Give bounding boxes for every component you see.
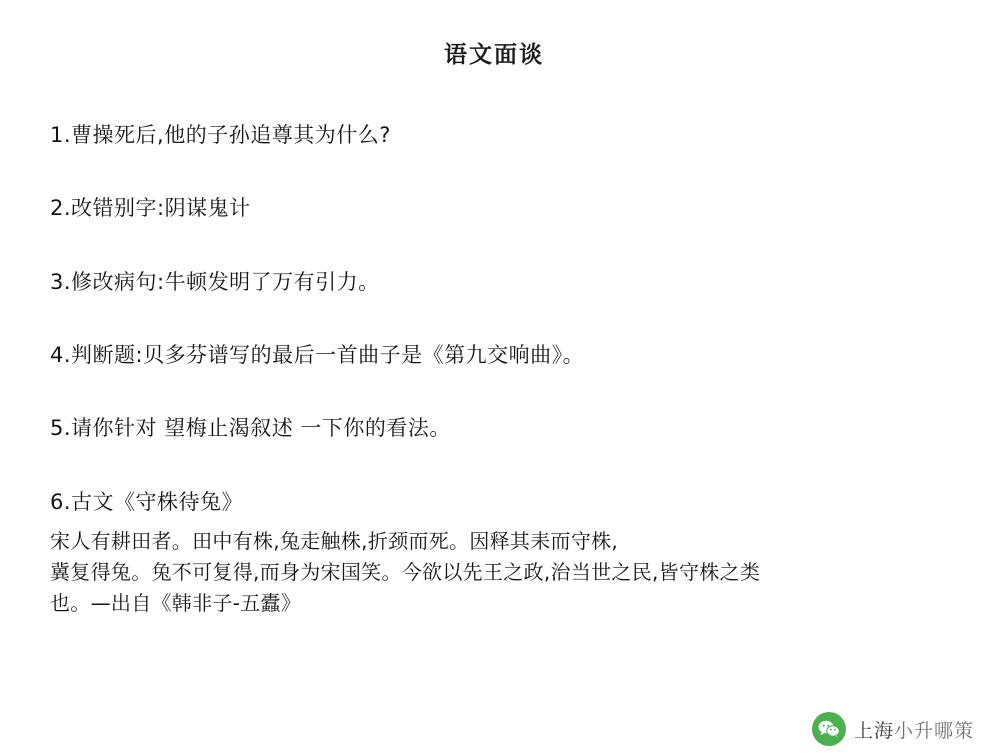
list-item: [50, 268, 948, 296]
question-text: 3.修改病句:牛顿发明了万有引力。: [50, 269, 380, 294]
wechat-logo-icon: [812, 712, 846, 746]
list-item: [50, 414, 948, 442]
watermark-text-visible: 上海: [853, 719, 894, 742]
question-text: 1.曹操死后,他的子孙追尊其为什么?: [50, 123, 391, 147]
question-text: 2.改错别字:阴谋鬼计: [50, 196, 251, 221]
question-text: 5.请你针对 望梅止渴叙述 一下你的看法。: [50, 416, 451, 441]
question-text: 6.古文《守株待兔》: [50, 489, 244, 514]
watermark: [812, 712, 974, 746]
passage-line: 宋人有耕田者。田中有株,兔走触株,折颈而死。因释其耒而守株,: [50, 529, 619, 554]
passage-line: 也。—出自《韩非子-五蠹》: [50, 591, 302, 616]
list-item: [50, 488, 948, 619]
page-title: 语文面谈: [444, 42, 544, 68]
document-page: [0, 36, 988, 754]
question-passage: [50, 526, 948, 619]
watermark-text: [854, 716, 974, 743]
list-item: [50, 194, 948, 222]
list-item: [50, 121, 948, 149]
passage-line: 冀复得兔。兔不可复得,而身为宋国笑。今欲以先王之政,治当世之民,皆守株之类: [50, 560, 761, 585]
question-text: 4.判断题:贝多芬谱写的最后一首曲子是《第九交响曲》。: [50, 343, 585, 368]
question-list: [0, 121, 988, 619]
list-item: [50, 341, 948, 369]
watermark-text-blurred: 小升哪策: [893, 719, 974, 742]
